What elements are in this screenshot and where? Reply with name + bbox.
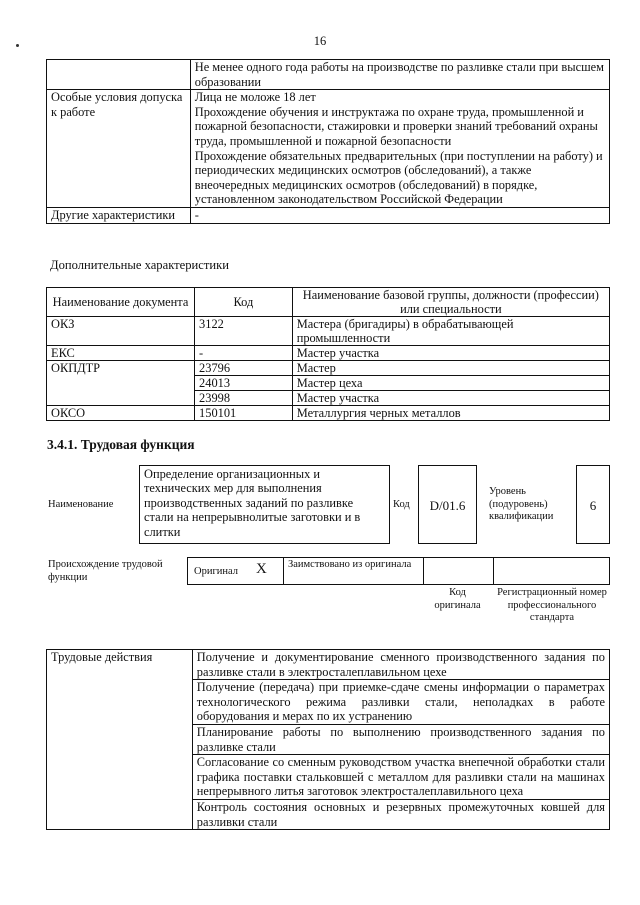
- function-code-value: D/01.6: [418, 465, 477, 544]
- cell-code: 150101: [195, 406, 293, 421]
- divider: [493, 557, 494, 585]
- origin-label: Происхождение трудовой функции: [48, 559, 163, 583]
- table-row: [47, 207, 610, 223]
- header-name: Наименование базовой группы, должности (профессии) или специальности: [292, 288, 609, 317]
- cell-code: 23998: [195, 391, 293, 406]
- table-row: [47, 60, 610, 90]
- cell-name: Мастер: [292, 361, 609, 376]
- action-item: Получение (передача) при приемке-сдаче смены информации о параметрах технологического режима разливки стали, неполадках в работе оборудования и мерах по их устранению: [192, 680, 609, 725]
- cell-code: 24013: [195, 376, 293, 391]
- name-label: Наименование: [48, 499, 114, 510]
- table-row: [47, 361, 610, 376]
- divider: [283, 557, 284, 585]
- table-cell: [47, 60, 191, 90]
- cell-doc: ЕКС: [47, 346, 195, 361]
- scan-dot: [16, 44, 19, 47]
- other-characteristics-label: Другие характеристики: [47, 207, 191, 223]
- special-conditions-value: [190, 90, 609, 208]
- actions-table: [46, 649, 610, 830]
- action-item: Планирование работы по выполнению производственного задания по разливке стали: [192, 724, 609, 754]
- condition-item: Лица не моложе 18 лет: [194, 90, 316, 105]
- level-value: 6: [576, 465, 610, 544]
- experience-requirement: Не менее одного года работы на производстве по разливке стали при высшем образовании: [190, 60, 609, 90]
- cell-doc: ОКСО: [47, 406, 195, 421]
- actions-label: Трудовые действия: [47, 650, 193, 830]
- cell-doc: ОКПДТР: [47, 361, 195, 406]
- level-label: Уровень (подуровень) квалификации: [489, 486, 554, 522]
- cell-name: Мастера (бригадиры) в обрабатывающей промышленности: [292, 317, 609, 346]
- cell-code: 3122: [195, 317, 293, 346]
- borrowed-label: Заимствовано из оригинала: [288, 559, 412, 570]
- cell-name: Мастер участка: [292, 391, 609, 406]
- divider: [423, 557, 424, 585]
- action-item: Согласование со сменным руководством участка внепечной обработки стали графика поставки стальковшей с металлом для разливки стали на машинах непрерывного литья заготовок электросталеплавильного цеха: [192, 755, 609, 800]
- requirements-table: [46, 59, 610, 224]
- cell-code: 23796: [195, 361, 293, 376]
- cell-name: Мастер цеха: [292, 376, 609, 391]
- function-name-value: Определение организационных и технических мер для выполнения производственных заданий по разливке стали на непрерывнолитые заготовки и в слитки: [139, 465, 390, 544]
- table-row: [47, 346, 610, 361]
- header-code: Код: [195, 288, 293, 317]
- table-row: [47, 317, 610, 346]
- cell-doc: ОКЗ: [47, 317, 195, 346]
- cell-code: -: [195, 346, 293, 361]
- extra-characteristics-table: [46, 287, 610, 421]
- code-caption: Код оригинала: [434, 587, 481, 611]
- special-conditions-label: Особые условия допуска к работе: [47, 90, 191, 208]
- condition-item: Прохождение обучения и инструктажа по охране труда, промышленной и пожарной безопасности, стажировки и проверки знаний требований охраны труда, промышленной и пожарной безопасности: [194, 104, 598, 148]
- condition-item: Прохождение обязательных предварительных (при поступлении на работу) и периодических медицинских осмотров (обследований), а также внеочередных медицинских осмотров (обследований) в порядке, установленном законодательством Российской Федерации: [194, 148, 603, 207]
- table-header-row: [47, 288, 610, 317]
- reg-caption: Регистрационный номер профессионального стандарта: [497, 587, 607, 623]
- table-row: [47, 406, 610, 421]
- code-label: Код: [393, 499, 410, 510]
- function-heading: 3.4.1. Трудовая функция: [47, 437, 195, 452]
- original-label: Оригинал: [194, 566, 238, 577]
- action-item: Получение и документирование сменного производственного задания по разливке стали в электросталеплавильном цехе: [192, 650, 609, 680]
- page-number: 16: [313, 34, 327, 48]
- action-item: Контроль состояния основных и резервных промежуточных ковшей для разливки стали: [192, 799, 609, 829]
- cell-name: Мастер участка: [292, 346, 609, 361]
- original-mark: X: [256, 561, 267, 577]
- origin-table: [187, 557, 610, 585]
- extra-title: Дополнительные характеристики: [50, 258, 229, 272]
- header-doc: Наименование документа: [47, 288, 195, 317]
- other-characteristics-value: -: [190, 207, 609, 223]
- table-row: [47, 90, 610, 208]
- table-row: [47, 650, 610, 680]
- cell-name: Металлургия черных металлов: [292, 406, 609, 421]
